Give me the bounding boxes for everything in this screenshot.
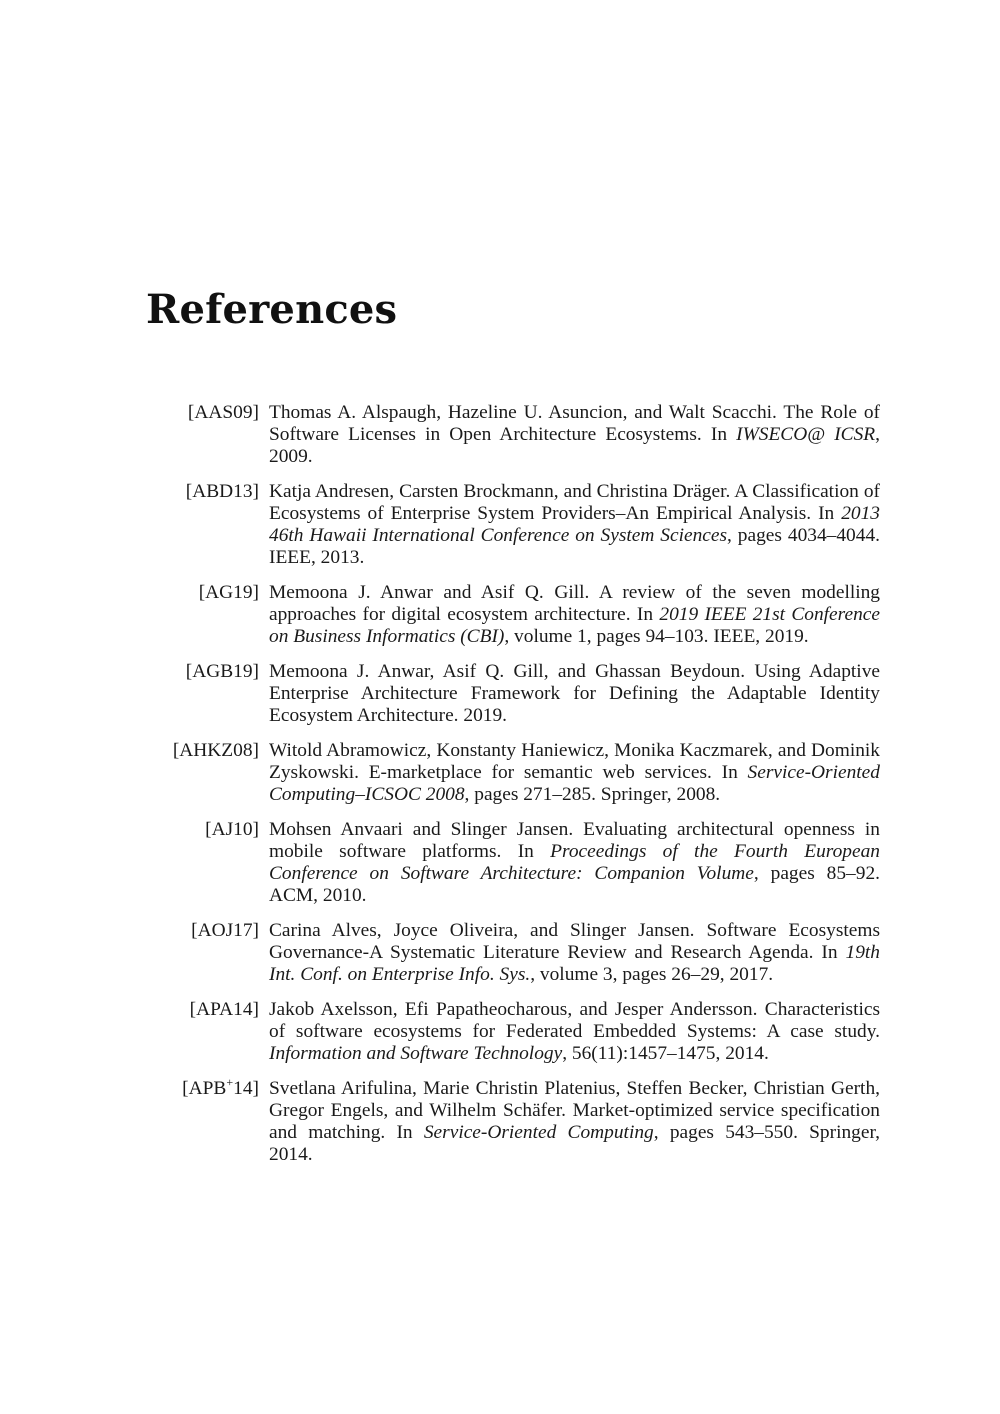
reference-tail: , pages 85–92. ACM, 2010. [269,863,880,906]
reference-entry [150,920,880,986]
reference-tail: , 56(11):1457–1475, 2014. [562,1043,769,1064]
reference-tail: , volume 1, pages 94–103. IEEE, 2019. [504,626,809,647]
reference-entry [150,582,880,648]
citation-key: [AGB19] [185,661,259,682]
reference-entry [150,1074,880,1166]
reference-venue: Proceedings of the Fourth European Conference on Software Architecture: Companion Volume [269,841,880,884]
reference-text [269,481,880,569]
reference-entry [150,402,880,468]
reference-body: Carina Alves, Joyce Oliveira, and Slinger Jansen. Software Ecosystems Governance-A Systematic Literature Review and Research Agenda. In [269,920,880,963]
reference-tail: , 2009. [269,424,880,467]
reference-venue: 2013 46th Hawaii International Conference on System Sciences [269,503,880,546]
reference-text [269,920,880,986]
reference-text [269,740,880,806]
reference-tail: , pages 271–285. Springer, 2008. [464,784,721,805]
reference-tail: , volume 3, pages 26–29, 2017. [530,964,774,985]
reference-body: Witold Abramowicz, Konstanty Haniewicz, Monika Kaczmarek, and Dominik Zyskowski. E-marketplace for semantic web services. In [269,740,880,783]
reference-body: Memoona J. Anwar and Asif Q. Gill. A review of the seven modelling approaches for digital ecosystem architecture. In [269,582,880,625]
reference-text [269,661,880,727]
citation-key: [AG19] [198,582,259,603]
reference-body: Svetlana Arifulina, Marie Christin Platenius, Steffen Becker, Christian Gerth, Gregor Engels, and Wilhelm Schäfer. Market-optimized service specification and matching. In [269,1078,880,1143]
reference-venue: Information and Software Technology [269,1043,563,1064]
reference-entry [150,481,880,569]
reference-text [269,1078,880,1166]
reference-entry [150,819,880,907]
reference-text [269,582,880,648]
reference-venue: Service-Oriented Computing–ICSOC 2008 [269,762,880,805]
reference-entry [150,999,880,1065]
citation-key: [AAS09] [187,402,259,423]
citation-key: [AOJ17] [191,920,259,941]
page-title: References [146,286,398,333]
reference-tail: , pages 543–550. Springer, 2014. [269,1122,880,1165]
reference-body: Jakob Axelsson, Efi Papatheocharous, and Jesper Andersson. Characteristics of software ecosystems for Federated Embedded Systems: A case study. [269,999,880,1042]
citation-key: [AJ10] [205,819,259,840]
reference-text [269,402,880,468]
citation-key-tail: 14] [233,1078,259,1099]
reference-venue: 2019 IEEE 21st Conference on Business Informatics (CBI) [269,604,880,647]
reference-tail: , pages 4034–4044. IEEE, 2013. [269,525,880,568]
reference-entry [150,661,880,727]
reference-body: Katja Andresen, Carsten Brockmann, and Christina Dräger. A Classification of Ecosystems of Enterprise System Providers–An Empirical Analysis. In [269,481,880,524]
reference-body: Mohsen Anvaari and Slinger Jansen. Evaluating architectural openness in mobile software platforms. In [269,819,880,862]
reference-body: Memoona J. Anwar, Asif Q. Gill, and Ghassan Beydoun. Using Adaptive Enterprise Architecture Framework for Defining the Adaptable Identity Ecosystem Architecture. 2019. [269,661,880,726]
reference-venue: 19th Int. Conf. on Enterprise Info. Sys. [269,942,880,985]
reference-venue: Service-Oriented Computing [423,1122,654,1143]
citation-key: [AHKZ08] [172,740,259,761]
reference-entry [150,740,880,806]
reference-body: Thomas A. Alspaugh, Hazeline U. Asuncion, and Walt Scacchi. The Role of Software Licenses in Open Architecture Ecosystems. In [269,402,880,445]
reference-venue: IWSECO@ ICSR [736,424,876,445]
citation-key-superscript: + [226,1074,234,1089]
citation-key: [ABD13] [185,481,259,502]
citation-key-head: [APB [182,1078,227,1099]
reference-text [269,819,880,907]
citation-key [150,1074,259,1100]
citation-key: [APA14] [189,999,259,1020]
reference-list [150,402,880,1179]
reference-text [269,999,880,1065]
